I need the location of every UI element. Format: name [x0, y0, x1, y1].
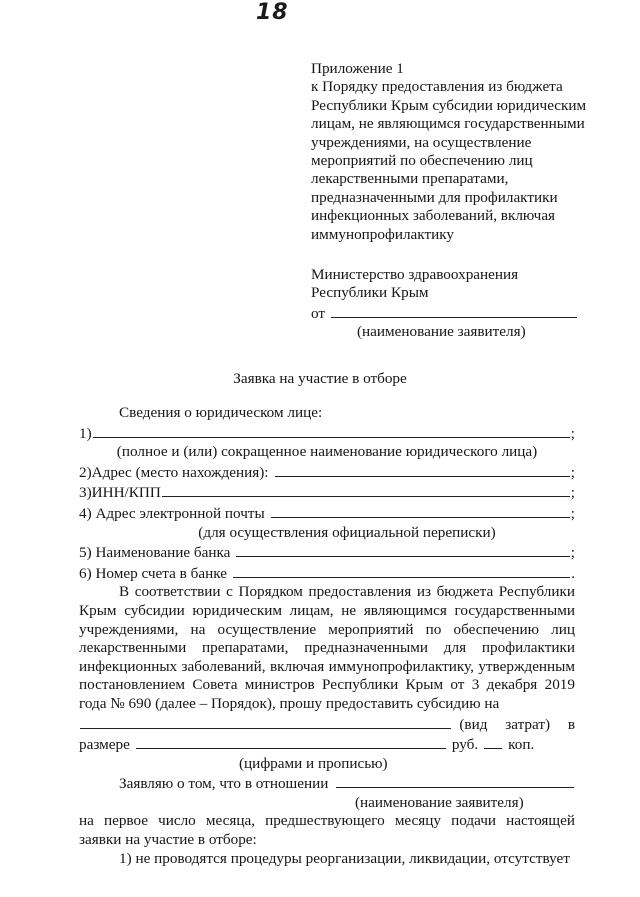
- cost-type-label: (вид затрат) в: [459, 715, 575, 733]
- entity-name-caption: (полное и (или) сокращенное наименование юридического лица): [116, 443, 538, 461]
- declare-applicant-field[interactable]: [336, 773, 574, 788]
- semicolon: ;: [570, 484, 575, 502]
- inn-kpp-field[interactable]: [162, 482, 570, 497]
- amount-rub: руб.: [451, 736, 479, 754]
- appendix-line: Приложение 1: [311, 60, 404, 77]
- appendix-line: учреждениями, на осуществление: [311, 133, 532, 151]
- addressee-ministry: Министерство здравоохранения: [311, 266, 519, 283]
- addressee-block: [311, 266, 601, 342]
- field5-label: 5) Наименование банка: [79, 544, 231, 562]
- field3-label: 3)ИНН/КПП: [79, 484, 161, 502]
- item1-text: 1) не проводятся процедуры реорганизации, ликвидации, отсутствует: [119, 849, 570, 867]
- entity-name-field[interactable]: [93, 423, 570, 438]
- semicolon: ;: [570, 544, 575, 562]
- account-field[interactable]: [233, 563, 570, 578]
- kop-field[interactable]: [484, 734, 502, 749]
- field1-label: 1): [79, 424, 92, 442]
- semicolon: ;: [570, 424, 575, 442]
- page-number: 18: [256, 0, 289, 25]
- amount-kop: коп.: [508, 736, 535, 754]
- amount-row: [79, 734, 575, 755]
- bank-name-field[interactable]: [236, 542, 569, 557]
- declare-row: [79, 773, 575, 794]
- address-row: [79, 462, 575, 483]
- period: .: [571, 564, 575, 582]
- email-caption: (для осуществления официальной переписки): [198, 523, 496, 541]
- appendix-line: иммунопрофилактику: [311, 225, 454, 243]
- declare-caption: (наименование заявителя): [355, 793, 524, 811]
- field4-label: 4) Адрес электронной почты: [79, 504, 265, 522]
- appendix-block: [311, 60, 601, 244]
- main-paragraph: В соответствии с Порядком предоставления из бюджета Республики Крым субсидии юридическим лицам, не являющимся государственными учреждениями, на осуществление мероприятий по обеспечению лиц лекарственными препаратами, предназначенными для профилактики инфекционных заболеваний, включая иммунопрофилактику, утвержденным постановлением Совета министров Республики Крым от 3 декабря 2019 года № 690 (далее – Порядок), прошу предоставить субсидию на: [79, 583, 575, 712]
- address-field[interactable]: [275, 462, 570, 477]
- amount-caption: (цифрами и прописью): [239, 754, 388, 772]
- entity-name-row: [79, 423, 575, 444]
- from-row: [311, 303, 601, 323]
- email-row: [79, 503, 575, 524]
- field6-label: 6) Номер счета в банке: [79, 564, 227, 582]
- applicant-caption: (наименование заявителя): [357, 323, 526, 341]
- appendix-line: предназначенными для профилактики: [311, 188, 558, 206]
- appendix-line: лекарственными препаратами,: [311, 170, 509, 188]
- appendix-line: лицам, не являющимся государственными: [311, 115, 585, 133]
- applicant-name-field[interactable]: [331, 303, 577, 318]
- appendix-line: инфекционных заболеваний, включая: [311, 207, 556, 225]
- field2-label: 2)Адрес (место нахождения):: [79, 463, 269, 481]
- document-title: Заявка на участие в отборе: [233, 370, 407, 387]
- legal-entity-heading: Сведения о юридическом лице:: [119, 404, 323, 421]
- appendix-line: мероприятий по обеспечению лиц: [311, 152, 533, 170]
- semicolon: ;: [570, 504, 575, 522]
- addressee-region: Республики Крым: [311, 284, 429, 302]
- bank-name-row: [79, 542, 575, 563]
- from-label: от: [311, 304, 326, 322]
- appendix-line: Республики Крым субсидии юридическим: [311, 96, 587, 114]
- inn-kpp-row: [79, 482, 575, 503]
- first-day-text: на первое число месяца, предшествующего месяцу подачи настоящей заявки на участие в отборе:: [79, 812, 575, 849]
- cost-type-row: [79, 714, 575, 735]
- amount-prefix: размере: [79, 736, 130, 754]
- amount-field[interactable]: [136, 734, 446, 749]
- declare-text: Заявляю о том, что в отношении: [119, 775, 329, 793]
- cost-type-field[interactable]: [80, 714, 451, 729]
- account-row: [79, 563, 575, 584]
- appendix-line: к Порядку предоставления из бюджета: [311, 78, 563, 96]
- email-field[interactable]: [271, 503, 570, 518]
- semicolon: ;: [570, 463, 575, 481]
- application-body: [79, 404, 575, 868]
